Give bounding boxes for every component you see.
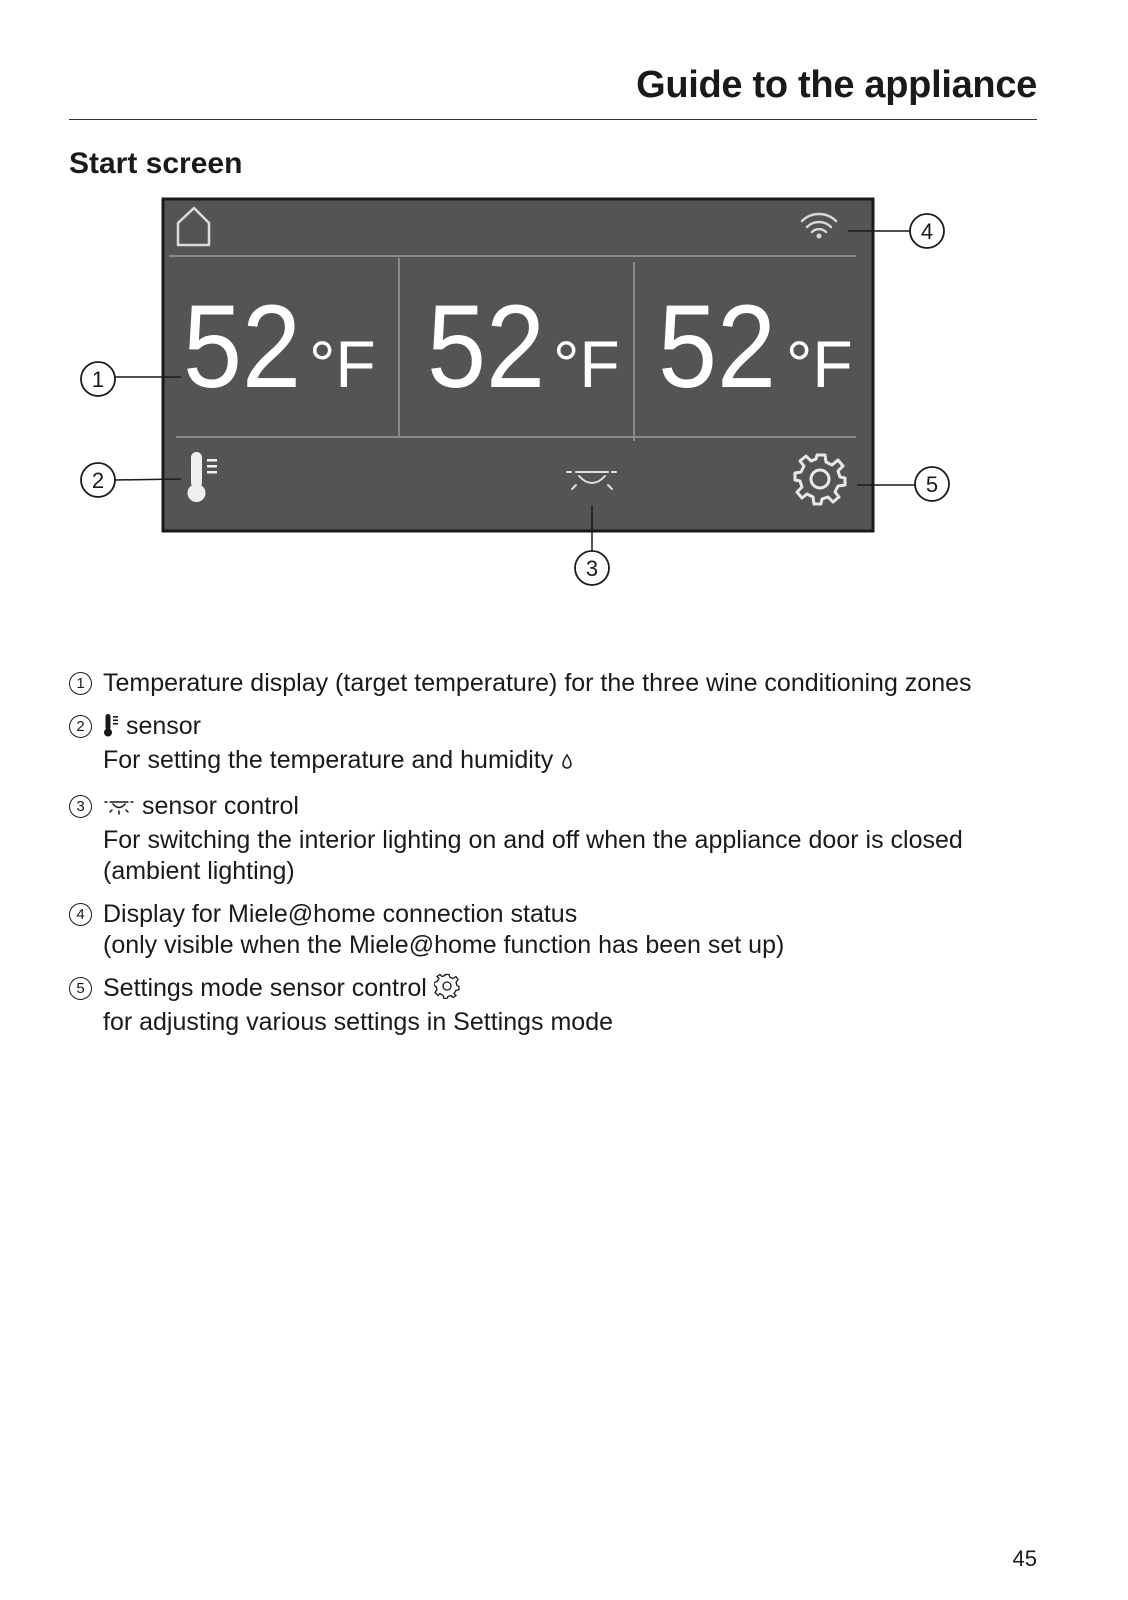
- legend-text: Settings mode sensor control: [103, 974, 427, 1002]
- legend-item: [69, 711, 1049, 779]
- gear-icon: [434, 973, 460, 1007]
- legend-item: [69, 791, 1049, 887]
- legend-number: 4: [69, 903, 92, 926]
- zone-1-temperature: 52: [183, 281, 301, 413]
- zone-2-unit: °F: [553, 327, 620, 401]
- legend-description: (only visible when the Miele@home function has been set up): [103, 931, 785, 959]
- callout-3-label: 3: [585, 556, 599, 581]
- legend-description: for adjusting various settings in Settings mode: [103, 1008, 613, 1036]
- legend-text: sensor control: [141, 792, 299, 820]
- water-drop-icon: [560, 748, 574, 779]
- zone-3-temperature: 52: [658, 281, 776, 413]
- legend-text: sensor: [125, 712, 201, 740]
- legend-text: Temperature display (target temperature) for the three wine conditioning zones: [103, 669, 972, 697]
- legend-number: 1: [69, 672, 92, 695]
- callout-2-label: 2: [91, 468, 105, 493]
- legend-item: [69, 973, 1049, 1038]
- legend-item: [69, 668, 1049, 699]
- section-title: Start screen: [69, 147, 243, 180]
- thermometer-icon: [103, 713, 119, 745]
- callout-5-label: 5: [925, 472, 939, 497]
- legend-description: For setting the temperature and humidity: [103, 746, 554, 774]
- ambient-light-icon: [103, 794, 135, 825]
- zone-2-temperature: 52: [427, 281, 545, 413]
- legend-number: 5: [69, 977, 92, 1000]
- zone-3-unit: °F: [786, 327, 853, 401]
- legend-item: [69, 899, 1049, 961]
- legend-number: 2: [69, 715, 92, 738]
- legend: [69, 668, 1049, 1050]
- legend-number: 3: [69, 795, 92, 818]
- zone-1-unit: °F: [309, 327, 376, 401]
- legend-text: Display for Miele@home connection status: [103, 900, 578, 928]
- callout-1-label: 1: [91, 367, 105, 392]
- legend-description: For switching the interior lighting on and off when the appliance door is closed (ambient lighting): [103, 826, 963, 885]
- start-screen-diagram: [0, 0, 1128, 620]
- header-title: Guide to the appliance: [636, 64, 1037, 106]
- page-number: 45: [1012, 1546, 1037, 1571]
- callout-4-label: 4: [920, 219, 934, 244]
